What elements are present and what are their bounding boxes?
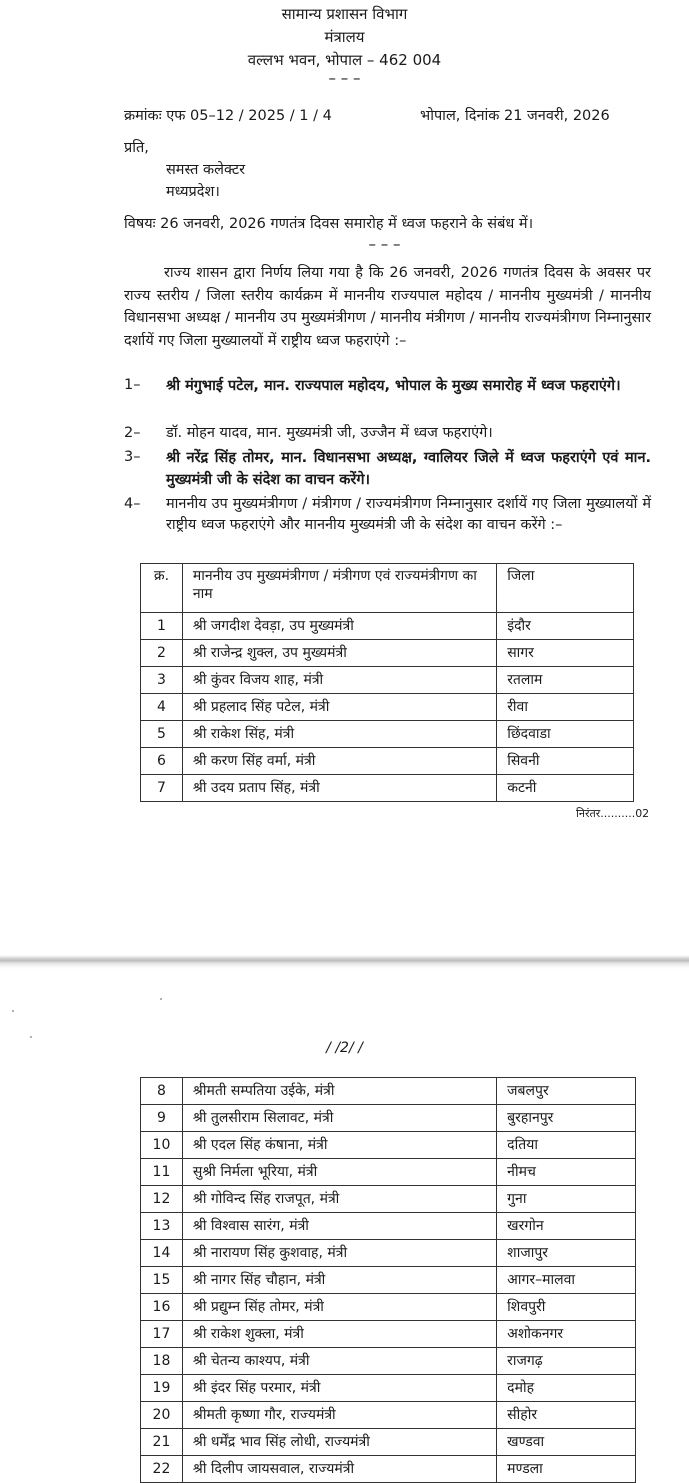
district-cell: सागर: [497, 640, 634, 667]
serial-cell: 12: [141, 1186, 183, 1213]
name-cell: श्री चेतन्य काश्यप, मंत्री: [182, 1348, 496, 1375]
district-cell: नीमच: [497, 1159, 636, 1186]
serial-cell: 2: [141, 640, 183, 667]
table-row: [141, 613, 634, 640]
office-address: वल्लभ भवन, भोपाल – 462 004: [247, 51, 442, 69]
name-cell: श्री विश्वास सारंग, मंत्री: [182, 1213, 496, 1240]
serial-cell: 8: [141, 1078, 183, 1105]
district-cell: कटनी: [497, 775, 634, 802]
name-cell: श्री नागर सिंह चौहान, मंत्री: [182, 1267, 496, 1294]
table-row: [141, 775, 634, 802]
table-row: [141, 1213, 636, 1240]
district-cell: जबलपुर: [497, 1078, 636, 1105]
name-cell: श्री धर्मेंद्र भाव सिंह लोधी, राज्यमंत्री: [182, 1429, 496, 1456]
name-cell: श्री दिलीप जायसवाल, राज्यमंत्री: [182, 1456, 496, 1483]
point-number: 2–: [124, 425, 141, 441]
table-row: [141, 1186, 636, 1213]
district-cell: रतलाम: [497, 667, 634, 694]
subject-separator: – – –: [368, 235, 401, 253]
table-header-row: [141, 564, 634, 613]
district-cell: मण्डला: [497, 1456, 636, 1483]
table-row: [141, 1159, 636, 1186]
body-paragraph: राज्य शासन द्वारा निर्णय लिया गया है कि 26 जनवरी, 2026 गणतंत्र दिवस के अवसर पर राज्य स्तरीय / जिला स्तरीय कार्यक्रम में माननीय राज्यपाल महोदय / माननीय मुख्यमंत्री / माननीय विधानसभा अध्यक्ष / माननीय उप मुख्यमंत्रीगण / माननीय मंत्रीगण / माननीय राज्यमंत्रीगण निम्नानुसार दर्शायें गए जिला मुख्यालयों में राष्ट्रीय ध्वज फहराएंगे :–: [124, 265, 651, 349]
point-text: श्री मंगुभाई पटेल, मान. राज्यपाल महोदय, भोपाल के मुख्य समारोह में ध्वज फहराएंगे।: [166, 378, 621, 394]
table-row: [141, 1132, 636, 1159]
scan-speck: [12, 1010, 14, 1012]
name-cell: श्री एदल सिंह कंषाना, मंत्री: [182, 1132, 496, 1159]
district-cell: अशोकनगर: [497, 1321, 636, 1348]
point-number: 1–: [124, 377, 141, 393]
district-cell: बुरहानपुर: [497, 1105, 636, 1132]
header-separator: – – –: [328, 69, 361, 87]
table-row: [141, 1240, 636, 1267]
reference-number: क्रमांकः एफ 05–12 / 2025 / 1 / 4: [124, 108, 332, 124]
name-cell: श्री तुलसीराम सिलावट, मंत्री: [182, 1105, 496, 1132]
minister-district-table-page2: [140, 1077, 636, 1483]
serial-cell: 5: [141, 721, 183, 748]
name-cell: श्री प्रद्युम्न सिंह तोमर, मंत्री: [182, 1294, 496, 1321]
serial-cell: 11: [141, 1159, 183, 1186]
table-row: [141, 748, 634, 775]
district-cell: दतिया: [497, 1132, 636, 1159]
table-row: [141, 1105, 636, 1132]
serial-cell: 16: [141, 1294, 183, 1321]
ministry-name: मंत्रालय: [324, 28, 365, 46]
addressee-state: मध्यप्रदेश।: [166, 184, 220, 200]
district-cell: छिंदवाडा: [497, 721, 634, 748]
serial-cell: 3: [141, 667, 183, 694]
serial-cell: 22: [141, 1456, 183, 1483]
scan-speck: [160, 998, 162, 1000]
name-cell: श्री गोविन्द सिंह राजपूत, मंत्री: [182, 1186, 496, 1213]
header-district: जिला: [497, 564, 634, 613]
point-number: 4–: [124, 496, 141, 512]
name-cell: सुश्री निर्मला भूरिया, मंत्री: [182, 1159, 496, 1186]
table-row: [141, 1267, 636, 1294]
name-cell: श्री राकेश शुक्ला, मंत्री: [182, 1321, 496, 1348]
point-text: डॉ. मोहन यादव, मान. मुख्यमंत्री जी, उज्जैन में ध्वज फहराएंगे।: [166, 425, 493, 441]
header-serial: क्र.: [141, 564, 183, 613]
serial-cell: 14: [141, 1240, 183, 1267]
serial-cell: 15: [141, 1267, 183, 1294]
serial-cell: 19: [141, 1375, 183, 1402]
serial-cell: 13: [141, 1213, 183, 1240]
name-cell: श्रीमती कृष्णा गौर, राज्यमंत्री: [182, 1402, 496, 1429]
serial-cell: 20: [141, 1402, 183, 1429]
district-cell: गुना: [497, 1186, 636, 1213]
name-cell: श्रीमती सम्पतिया उईके, मंत्री: [182, 1078, 496, 1105]
district-cell: खरगोन: [497, 1213, 636, 1240]
serial-cell: 4: [141, 694, 183, 721]
district-cell: सीहोर: [497, 1402, 636, 1429]
table-row: [141, 1294, 636, 1321]
point-text: माननीय उप मुख्यमंत्रीगण / मंत्रीगण / राज्यमंत्रीगण निम्नानुसार दर्शायें गए जिला मुख्यालयों में राष्ट्रीय ध्वज फहराएंगे और माननीय मुख्यमंत्री जी के संदेश का वाचन करेंगे :–: [166, 496, 651, 533]
district-cell: आगर–मालवा: [497, 1267, 636, 1294]
district-cell: सिवनी: [497, 748, 634, 775]
district-cell: शाजापुर: [497, 1240, 636, 1267]
district-cell: रीवा: [497, 694, 634, 721]
name-cell: श्री प्रहलाद सिंह पटेल, मंत्री: [182, 694, 496, 721]
table-row: [141, 1078, 636, 1105]
serial-cell: 10: [141, 1132, 183, 1159]
continued-note: निरंतर..........02: [576, 807, 650, 820]
name-cell: श्री उदय प्रताप सिंह, मंत्री: [182, 775, 496, 802]
table-row: [141, 1456, 636, 1483]
serial-cell: 6: [141, 748, 183, 775]
page-divider: [0, 955, 689, 969]
point-number: 3–: [124, 449, 141, 465]
table-row: [141, 640, 634, 667]
table-row: [141, 721, 634, 748]
district-cell: इंदौर: [497, 613, 634, 640]
district-cell: दमोह: [497, 1375, 636, 1402]
name-cell: श्री जगदीश देवड़ा, उप मुख्यमंत्री: [182, 613, 496, 640]
minister-district-table-page1: [140, 563, 634, 802]
addressee-name: समस्त कलेक्टर: [166, 162, 246, 178]
table-row: [141, 1321, 636, 1348]
table-row: [141, 1375, 636, 1402]
name-cell: श्री राकेश सिंह, मंत्री: [182, 721, 496, 748]
scan-speck: [30, 1036, 32, 1038]
table-row: [141, 1402, 636, 1429]
name-cell: श्री राजेन्द्र शुक्ल, उप मुख्यमंत्री: [182, 640, 496, 667]
serial-cell: 18: [141, 1348, 183, 1375]
district-cell: राजगढ़: [497, 1348, 636, 1375]
name-cell: श्री इंदर सिंह परमार, मंत्री: [182, 1375, 496, 1402]
table-row: [141, 667, 634, 694]
serial-cell: 17: [141, 1321, 183, 1348]
name-cell: श्री कुंवर विजय शाह, मंत्री: [182, 667, 496, 694]
serial-cell: 21: [141, 1429, 183, 1456]
place-date: भोपाल, दिनांक 21 जनवरी, 2026: [420, 108, 610, 124]
subject-line: विषयः 26 जनवरी, 2026 गणतंत्र दिवस समारोह में ध्वज फहराने के संबंध में।: [124, 216, 534, 232]
table-row: [141, 694, 634, 721]
table-row: [141, 1429, 636, 1456]
addressee-to: प्रति,: [124, 140, 149, 156]
name-cell: श्री नारायण सिंह कुशवाह, मंत्री: [182, 1240, 496, 1267]
point-text: श्री नरेंद्र सिंह तोमर, मान. विधानसभा अध्यक्ष, ग्वालियर जिले में ध्वज फहराएंगे एवं मान. मुख्यमंत्री जी के संदेश का वाचन करेंगे।: [166, 450, 651, 488]
serial-cell: 7: [141, 775, 183, 802]
district-cell: शिवपुरी: [497, 1294, 636, 1321]
serial-cell: 1: [141, 613, 183, 640]
name-cell: श्री करण सिंह वर्मा, मंत्री: [182, 748, 496, 775]
district-cell: खण्डवा: [497, 1429, 636, 1456]
page-number-marker: / /2/ /: [326, 1040, 363, 1056]
serial-cell: 9: [141, 1105, 183, 1132]
table-row: [141, 1348, 636, 1375]
department-name: सामान्य प्रशासन विभाग: [281, 5, 408, 23]
header-name: माननीय उप मुख्यमंत्रीगण / मंत्रीगण एवं राज्यमंत्रीगण का नाम: [182, 564, 496, 613]
